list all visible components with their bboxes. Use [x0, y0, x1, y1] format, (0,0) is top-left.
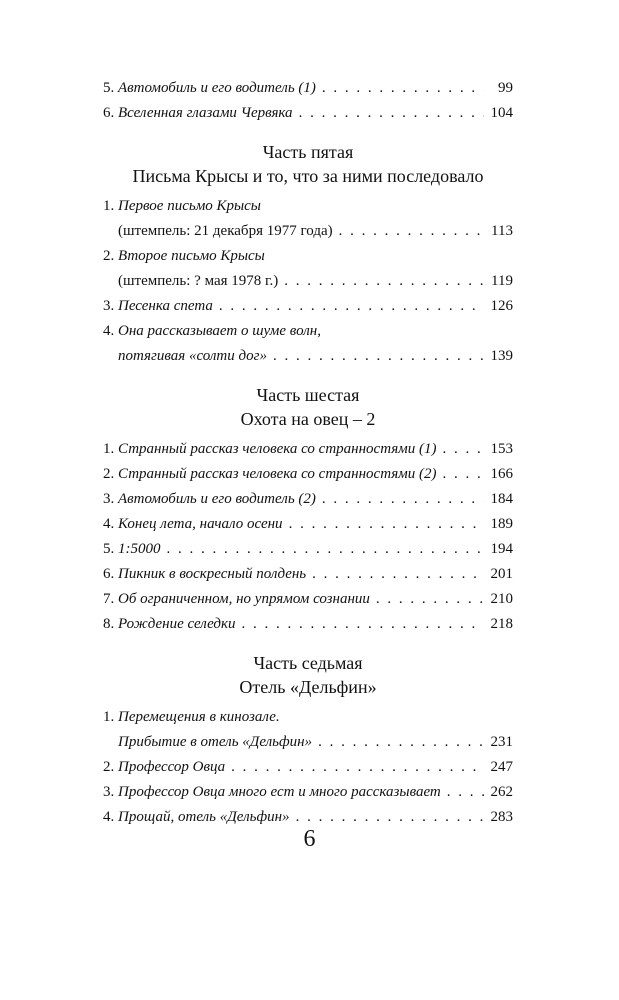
- dot-leader: [443, 462, 485, 487]
- entry-page: 262: [490, 784, 513, 800]
- entry-number: 2.: [103, 248, 115, 264]
- entry-title: Профессор Овца много ест и много рассказывает: [118, 784, 441, 800]
- entry-page: 283: [490, 809, 513, 825]
- entry-title: Автомобиль и его водитель (2): [118, 491, 316, 507]
- entry-page: 231: [490, 734, 513, 750]
- entry-title: Автомобиль и его водитель (1): [118, 80, 316, 96]
- dot-leader: [312, 562, 484, 587]
- entry-page: 139: [490, 348, 513, 364]
- entry-page: 247: [490, 759, 513, 775]
- entry-number: 4.: [103, 323, 115, 339]
- entry-title: Профессор Овца: [118, 759, 226, 775]
- part-title: Часть шестая: [256, 385, 360, 405]
- dot-leader: [273, 344, 484, 369]
- part-title: Часть седьмая: [253, 653, 363, 673]
- entry-page: 184: [490, 491, 513, 507]
- dot-leader: [231, 755, 484, 780]
- toc-entry[interactable]: [103, 194, 513, 244]
- dot-leader: [299, 101, 484, 126]
- dot-leader: [167, 537, 485, 562]
- entry-page: 194: [490, 541, 513, 557]
- toc-entry[interactable]: [103, 76, 513, 101]
- dot-leader: [322, 76, 484, 101]
- entry-title: Первое письмо Крысы: [118, 198, 261, 214]
- table-of-contents: [103, 76, 513, 830]
- toc-entry[interactable]: [103, 244, 513, 294]
- entry-page: 210: [490, 591, 513, 607]
- entry-number: 2.: [103, 466, 115, 482]
- part-title: Часть пятая: [262, 142, 354, 162]
- entry-title: Пикник в воскресный полдень: [118, 566, 307, 582]
- entry-title: Странный рассказ человека со странностями (1): [118, 441, 437, 457]
- part-subtitle: Письма Крысы и то, что за ними последовало: [132, 166, 484, 186]
- entry-page: 166: [490, 466, 513, 482]
- entry-number: 3.: [103, 298, 115, 314]
- part-subtitle: Охота на овец – 2: [240, 409, 376, 429]
- dot-leader: [284, 269, 484, 294]
- entry-number: 3.: [103, 491, 115, 507]
- dot-leader: [318, 730, 484, 755]
- page-number: 6: [303, 826, 316, 852]
- entry-title: Второе письмо Крысы: [118, 248, 265, 264]
- toc-entry[interactable]: [103, 487, 513, 512]
- entry-number: 2.: [103, 759, 115, 775]
- dot-leader: [322, 487, 484, 512]
- dot-leader: [443, 437, 485, 462]
- entry-page: 153: [490, 441, 513, 457]
- toc-entry[interactable]: [103, 537, 513, 562]
- entry-number: 1.: [103, 441, 115, 457]
- entry-title: Перемещения в кинозале.: [118, 709, 280, 725]
- entry-number: 6.: [103, 105, 115, 121]
- entry-title: Конец лета, начало осени: [118, 516, 283, 532]
- toc-entry[interactable]: [103, 319, 513, 369]
- toc-entry[interactable]: [103, 437, 513, 462]
- entry-title: Прощай, отель «Дельфин»: [118, 809, 290, 825]
- dot-leader: [289, 512, 484, 537]
- toc-entry[interactable]: [103, 612, 513, 637]
- entry-page: 201: [490, 566, 513, 582]
- toc-entry[interactable]: [103, 780, 513, 805]
- entry-number: 5.: [103, 541, 115, 557]
- entry-title: 1:5000: [118, 541, 161, 557]
- entry-title: Песенка спета: [118, 298, 213, 314]
- entry-number: 7.: [103, 591, 115, 607]
- toc-entry[interactable]: [103, 587, 513, 612]
- entry-title-continued: Прибытие в отель «Дельфин»: [118, 734, 313, 750]
- entry-number: 1.: [103, 198, 115, 214]
- entry-number: 3.: [103, 784, 115, 800]
- entry-number: 5.: [103, 80, 115, 96]
- entry-page: 113: [491, 223, 513, 239]
- dot-leader: [376, 587, 484, 612]
- toc-entry[interactable]: [103, 462, 513, 487]
- entry-number: 6.: [103, 566, 115, 582]
- toc-entry[interactable]: [103, 101, 513, 126]
- part-subtitle: Отель «Дельфин»: [239, 677, 377, 697]
- entry-title: Об ограниченном, но упрямом сознании: [118, 591, 370, 607]
- entry-number: 8.: [103, 616, 115, 632]
- entry-page: 218: [490, 616, 513, 632]
- entry-number: 1.: [103, 709, 115, 725]
- entry-title-continued: потягивая «солти дог»: [118, 348, 267, 364]
- entry-number: 4.: [103, 516, 115, 532]
- entry-page: 189: [490, 516, 513, 532]
- dot-leader: [219, 294, 484, 319]
- entry-subtitle: (штемпель: ? мая 1978 г.): [118, 273, 279, 289]
- toc-entry[interactable]: [103, 562, 513, 587]
- entry-title: Она рассказывает о шуме волн,: [118, 323, 321, 339]
- entry-page: 104: [490, 105, 513, 121]
- toc-entry[interactable]: [103, 755, 513, 780]
- dot-leader: [242, 612, 484, 637]
- dot-leader: [339, 219, 484, 244]
- entry-subtitle: (штемпель: 21 декабря 1977 года): [118, 223, 333, 239]
- entry-title: Рождение селедки: [118, 616, 236, 632]
- entry-page: 99: [498, 80, 513, 96]
- entry-page: 126: [490, 298, 513, 314]
- entry-title: Странный рассказ человека со странностями (2): [118, 466, 437, 482]
- entry-title: Вселенная глазами Червяка: [118, 105, 293, 121]
- toc-entry[interactable]: [103, 294, 513, 319]
- entry-number: 4.: [103, 809, 115, 825]
- toc-entry[interactable]: [103, 512, 513, 537]
- dot-leader: [447, 780, 484, 805]
- entry-page: 119: [491, 273, 513, 289]
- toc-entry[interactable]: [103, 705, 513, 755]
